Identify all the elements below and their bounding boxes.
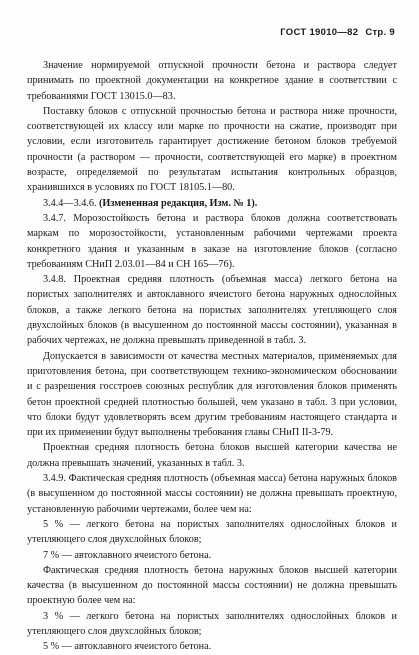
paragraph: Поставку блоков с отпускной прочностью бетона и раствора ниже прочности, соответствующей их классу или марке по прочности на сжатие, производят при условии, если изготовитель гарантирует достижение бетоном блоков требуемой прочности (а раствором — прочности, соответствующей его марке) в проектном возрасте, определяемой по результатам испытания контрольных образцов, хранившихся в условиях по ГОСТ 18105.1—80. <box>27 105 397 194</box>
amendment-note <box>27 196 397 211</box>
paragraph: 3.4.8. Проектная средняя плотность (объемная масса) легкого бетона на пористых заполнителях и автоклавного ячеистого бетона наружных однослойных блоков, а также легкого бетона на пористых заполнителях утепляющего слоя двухслойных блоков (в высушенном до постоянной массы состоянии), указанная в рабочих чертежах, не должна превышать приведенной в табл. 3. <box>27 274 397 347</box>
amendment-label: (Измененная редакция, Изм. № 1). <box>99 197 258 209</box>
list-item: 3 % — легкого бетона на пористых заполнителях однослойных блоков и утепляющего слоя двухслойных блоков; <box>27 610 397 637</box>
page-number: Стр. 9 <box>365 27 395 38</box>
body-text <box>27 58 397 655</box>
page-header <box>276 27 395 38</box>
paragraph: Допускается в зависимости от качества местных материалов, применяемых для приготовления бетона, при соответствующем технико-экономическом обосновании и с разрешения госстроев союзных республик для изготовления блоков применять бетон проектной средней плотностью большей, чем указано в табл. 3 при условии, что блоки будут удовлетворять всем другим требованиям настоящего стандарта и при их применении будут выполнены требования главы СНиП II-3-79. <box>27 350 397 439</box>
paragraph: 3.4.9. Фактическая средняя плотность (объемная масса) бетона наружных блоков (в высушенном до постоянной массы состоянии) не должна превышать проектную, установленную рабочими чертежами, более чем на: <box>27 473 397 515</box>
list-item: 7 % — автоклавного ячеистого бетона. <box>43 549 212 561</box>
paragraph: Фактическая средняя плотность бетона наружных блоков высшей категории качества (в высушенном до постоянной массы состоянии) не должна превышать проектную более чем на: <box>27 564 397 607</box>
paragraph: Значение нормируемой отпускной прочности бетона и раствора следует принимать по проектной документации на конкретное здание в соответствии с требованиями ГОСТ 13015.0—83. <box>27 60 397 102</box>
paragraph: Проектная средняя плотность бетона блоков высшей категории качества не должна превышать значений, указанных в табл. 3. <box>27 442 397 469</box>
standard-number: ГОСТ 19010—82 <box>280 27 359 38</box>
list-item: 5 % — легкого бетона на пористых заполнителях однослойных блоков и утепляющего слоя двухслойных блоков; <box>27 518 397 546</box>
amendment-prefix: 3.4.4—3.4.6. <box>43 197 100 209</box>
paragraph: 3.4.7. Морозостойкость бетона и раствора блоков должна соответствовать маркам по морозостойкости, установленным рабочими чертежами проекта конкретного здания и указанным в заказе на изготовление блоков (согласно требованиям СНиП 2.03.01—84 и СН 165—76). <box>27 212 397 270</box>
list-item: 5 % — автоклавного ячеистого бетона. <box>43 641 212 653</box>
